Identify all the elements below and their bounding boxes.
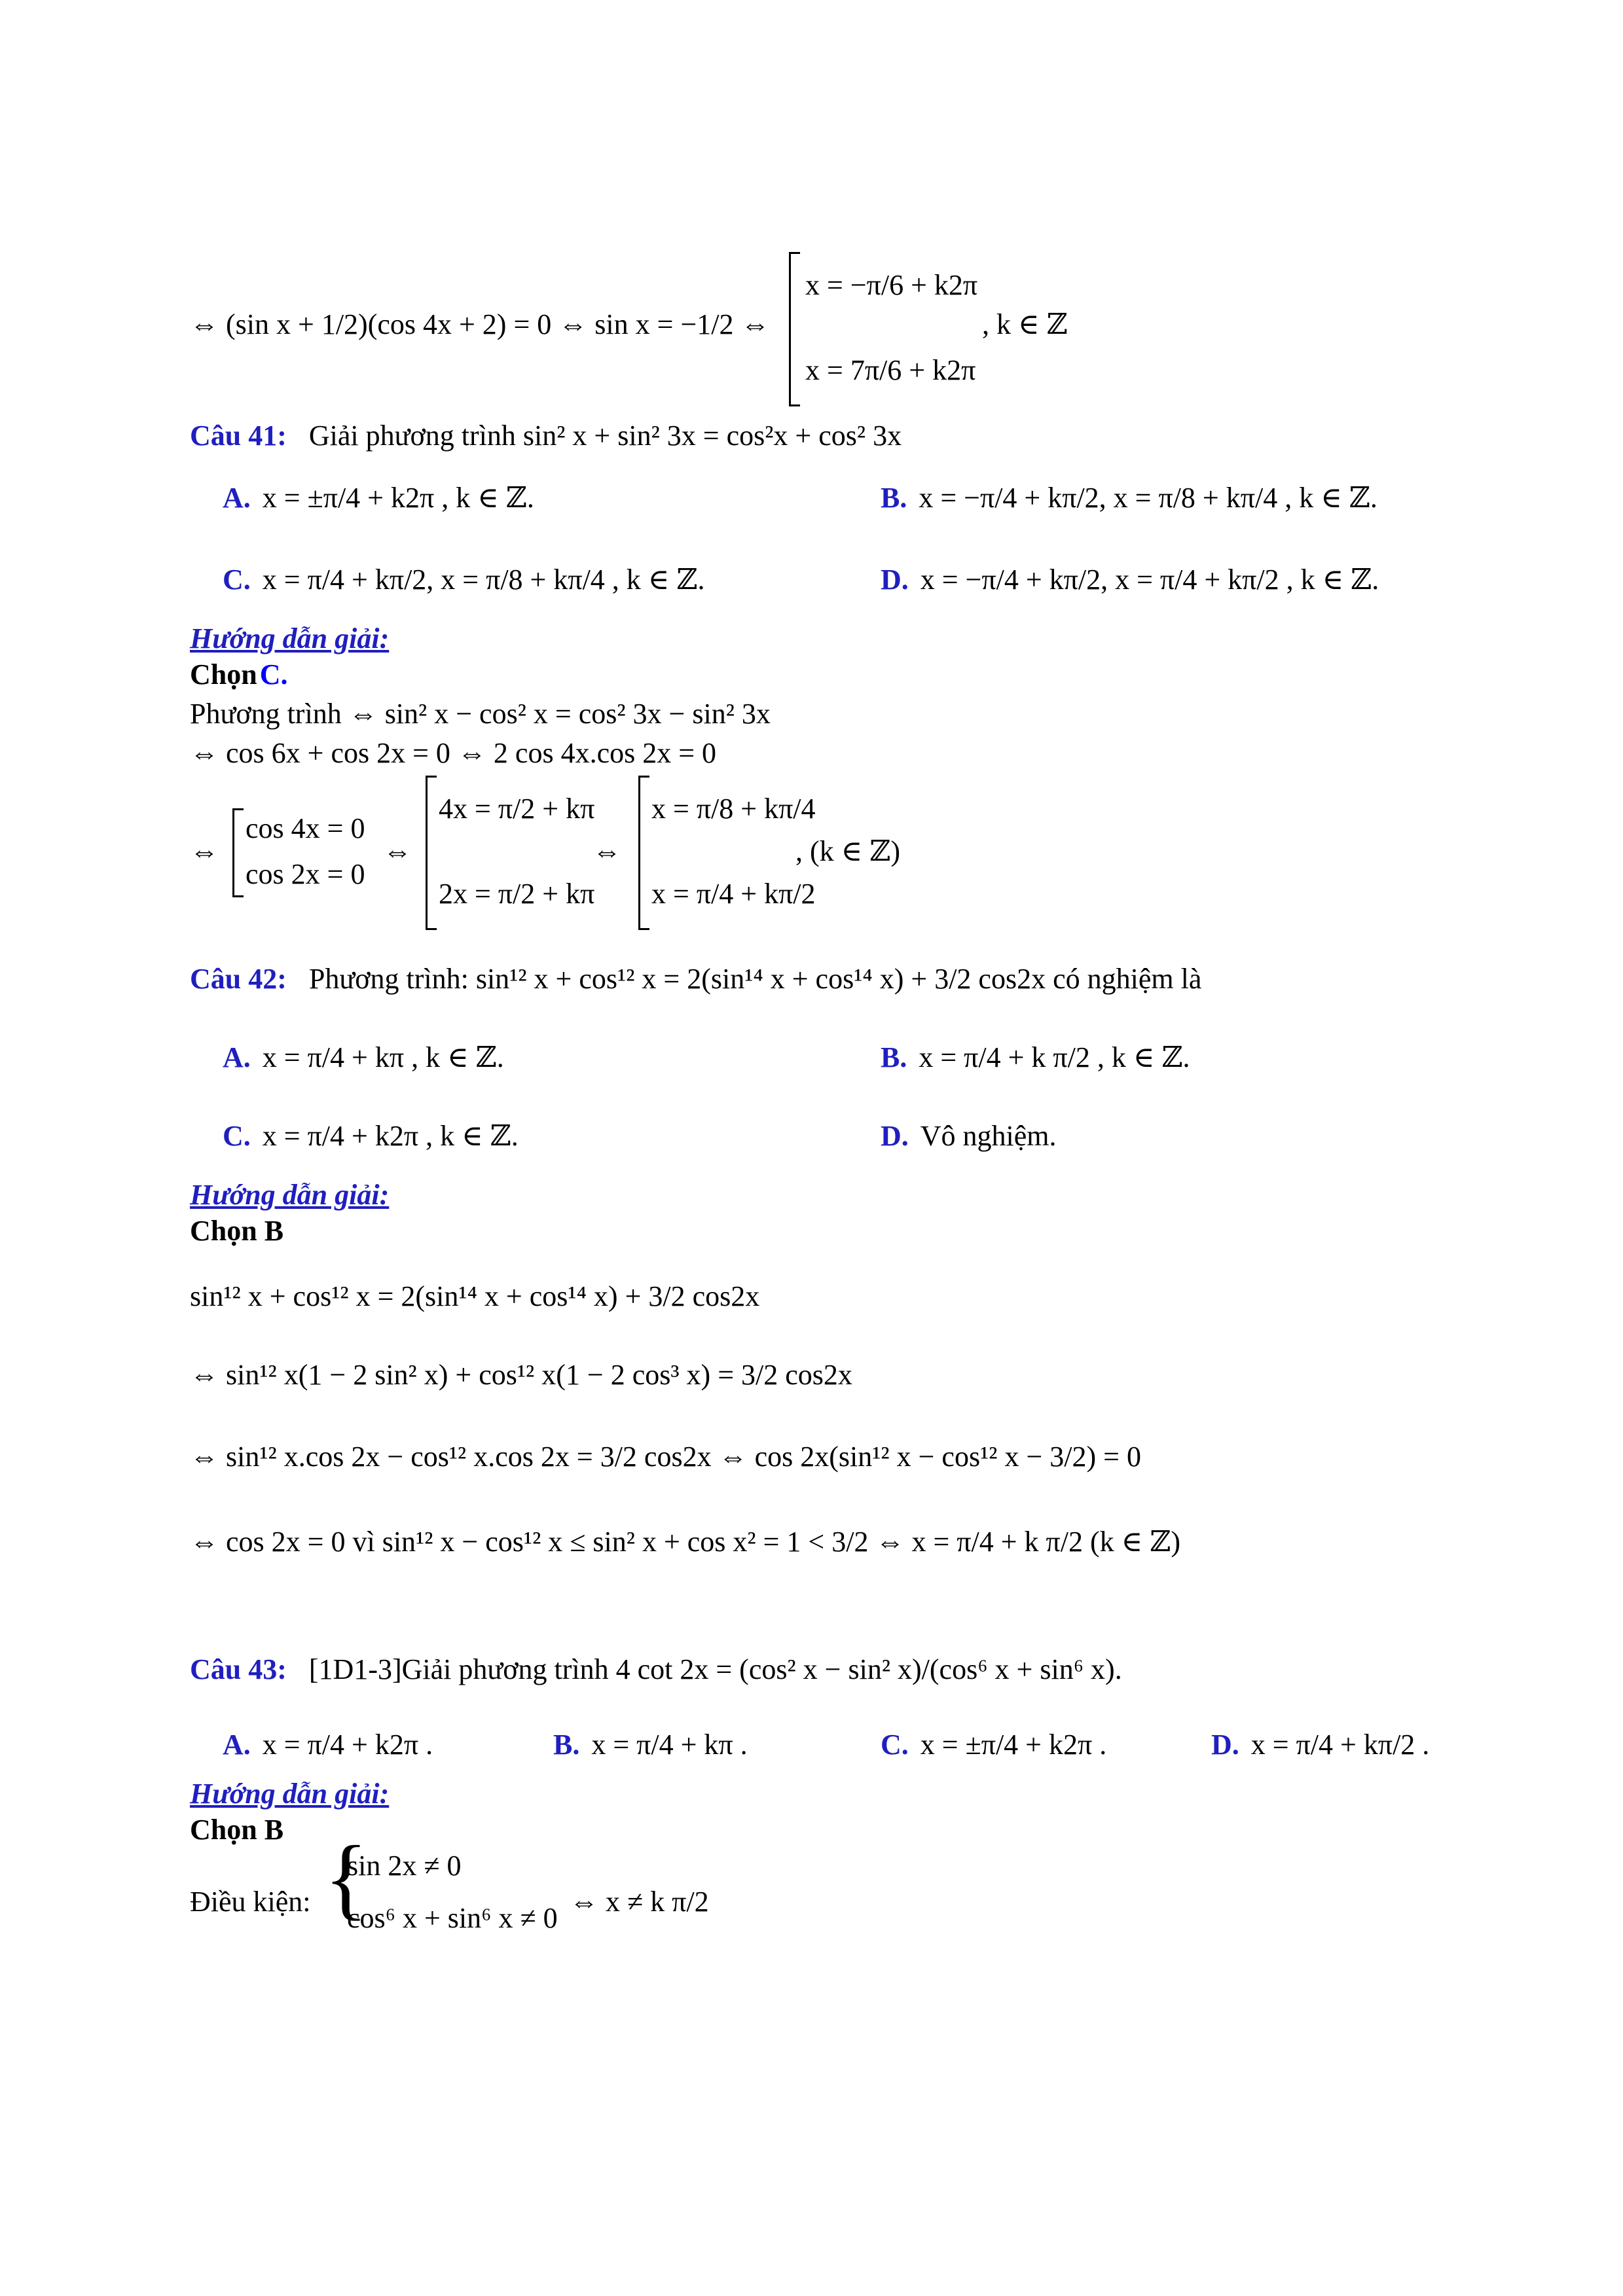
q43-option-c-label: C.: [881, 1729, 909, 1761]
q43-option-a-label: A.: [223, 1729, 251, 1761]
q41-sys-tail: , (k ∈ ℤ): [795, 835, 900, 867]
question-43: [190, 1653, 1122, 1686]
q41-option-d-value: x = −π/4 + kπ/2, x = π/4 + kπ/2 , k ∈ ℤ.: [920, 564, 1379, 596]
q43-condition-2: cos⁶ x + sin⁶ x ≠ 0: [347, 1902, 558, 1934]
q42-option-b-value: x = π/4 + k π/2 , k ∈ ℤ.: [919, 1041, 1190, 1073]
q43-option-b-value: x = π/4 + kπ .: [591, 1729, 748, 1761]
q43-option-d-value: x = π/4 + kπ/2 .: [1250, 1729, 1430, 1761]
q42-option-a-value: x = π/4 + kπ , k ∈ ℤ.: [262, 1041, 504, 1073]
top-equation-bracket: [789, 252, 800, 406]
q42-choose: Chọn B: [190, 1215, 284, 1247]
q41-sys-2-b: 2x = π/2 + kπ: [439, 878, 595, 910]
q41-option-b[interactable]: [881, 481, 1377, 514]
q41-solution-line-2: ⇔ cos 6x + cos 2x = 0 ⇔ 2 cos 4x.cos 2x = 0: [190, 737, 717, 769]
top-equation-case-1: x = −π/6 + k2π: [805, 269, 978, 301]
top-equation-tail: , k ∈ ℤ: [982, 308, 1068, 340]
question-41-text: Giải phương trình sin² x + sin² 3x = cos²x + cos² 3x: [308, 420, 902, 452]
question-42-label: Câu 42:: [190, 963, 287, 995]
question-41: [190, 419, 902, 452]
q42-option-b-label: B.: [881, 1041, 907, 1073]
q41-guide-heading: Hướng dẫn giải:: [190, 622, 390, 655]
q42-option-a-label: A.: [223, 1041, 251, 1073]
q41-option-c-value: x = π/4 + kπ/2, x = π/8 + kπ/4 , k ∈ ℤ.: [262, 564, 705, 596]
q42-solution-line-4: ⇔ cos 2x = 0 vì sin¹² x − cos¹² x ≤ sin² x + cos x² = 1 < 3/2 ⇔ x = π/4 + k π/2 (k ∈ ℤ): [190, 1526, 1180, 1558]
q41-option-d[interactable]: [881, 563, 1379, 596]
q42-option-d-value: Vô nghiệm.: [920, 1120, 1057, 1152]
q41-solution-line-1: Phương trình ⇔ sin² x − cos² x = cos² 3x − sin² 3x: [190, 698, 771, 730]
question-42-text: Phương trình: sin¹² x + cos¹² x = 2(sin¹⁴ x + cos¹⁴ x) + 3/2 cos2x có nghiệm là: [308, 963, 1202, 995]
q41-bracket-2: [426, 776, 437, 930]
q42-option-c-label: C.: [223, 1120, 251, 1152]
q41-bracket-1: [232, 808, 244, 897]
q43-condition-1: sin 2x ≠ 0: [347, 1850, 462, 1882]
q41-option-d-label: D.: [881, 564, 909, 596]
q43-option-a[interactable]: [223, 1728, 433, 1761]
q42-option-b[interactable]: [881, 1041, 1190, 1074]
q41-sys-1-a: cos 4x = 0: [246, 812, 365, 844]
q41-option-a-label: A.: [223, 482, 251, 514]
q41-sys-2-a: 4x = π/2 + kπ: [439, 793, 595, 825]
q43-condition-result: ⇔ x ≠ k π/2: [570, 1886, 709, 1918]
q41-option-b-label: B.: [881, 482, 907, 514]
q43-option-b-label: B.: [553, 1729, 580, 1761]
q42-guide-heading: Hướng dẫn giải:: [190, 1179, 390, 1211]
top-equation-main: ⇔ (sin x + 1/2)(cos 4x + 2) = 0 ⇔ sin x = −1/2 ⇔: [190, 308, 770, 340]
q41-choose-prefix: Chọn: [190, 658, 257, 691]
q43-choose: Chọn B: [190, 1814, 284, 1846]
q43-option-b[interactable]: [553, 1728, 748, 1761]
q43-guide-heading: Hướng dẫn giải:: [190, 1778, 390, 1810]
q43-option-a-value: x = π/4 + k2π .: [262, 1729, 433, 1761]
q41-option-a-value: x = ±π/4 + k2π , k ∈ ℤ.: [262, 482, 534, 514]
question-43-label: Câu 43:: [190, 1653, 287, 1685]
q43-condition-brace: {: [324, 1827, 369, 1929]
q43-option-c-value: x = ±π/4 + k2π .: [920, 1729, 1107, 1761]
q43-option-c[interactable]: [881, 1728, 1106, 1761]
q41-bracket-3: [638, 776, 649, 930]
q41-choose-value: C.: [259, 658, 288, 691]
q42-solution-line-3: ⇔ sin¹² x.cos 2x − cos¹² x.cos 2x = 3/2 cos2x ⇔ cos 2x(sin¹² x − cos¹² x − 3/2) = 0: [190, 1441, 1141, 1473]
q41-equiv-1: ⇔: [190, 835, 219, 867]
q41-sys-3-a: x = π/8 + kπ/4: [651, 793, 816, 825]
q43-option-d-label: D.: [1211, 1729, 1239, 1761]
q41-option-c[interactable]: [223, 563, 705, 596]
q43-condition-label: Điều kiện:: [190, 1886, 311, 1918]
q43-option-d[interactable]: [1211, 1728, 1429, 1761]
q41-equiv-2: ⇔: [383, 835, 412, 867]
q41-option-a[interactable]: [223, 481, 534, 514]
q42-option-d-label: D.: [881, 1120, 909, 1152]
q42-solution-line-2: ⇔ sin¹² x(1 − 2 sin² x) + cos¹² x(1 − 2 cos³ x) = 3/2 cos2x: [190, 1359, 852, 1391]
q41-sys-3-b: x = π/4 + kπ/2: [651, 878, 816, 910]
q42-option-c[interactable]: [223, 1119, 519, 1153]
q42-solution-line-1: sin¹² x + cos¹² x = 2(sin¹⁴ x + cos¹⁴ x) + 3/2 cos2x: [190, 1280, 760, 1312]
q42-option-d[interactable]: [881, 1119, 1057, 1153]
q42-option-c-value: x = π/4 + k2π , k ∈ ℤ.: [262, 1120, 519, 1152]
q41-option-c-label: C.: [223, 564, 251, 596]
q41-choose: [190, 658, 288, 691]
top-equation-case-2: x = 7π/6 + k2π: [805, 354, 976, 386]
q41-sys-1-b: cos 2x = 0: [246, 858, 365, 890]
q42-option-a[interactable]: [223, 1041, 504, 1074]
q41-equiv-3: ⇔: [593, 835, 621, 867]
question-42: [190, 962, 1201, 996]
q41-option-b-value: x = −π/4 + kπ/2, x = π/8 + kπ/4 , k ∈ ℤ.: [919, 482, 1377, 514]
question-41-label: Câu 41:: [190, 420, 287, 452]
question-43-text: [1D1-3]Giải phương trình 4 cot 2x = (cos² x − sin² x)/(cos⁶ x + sin⁶ x).: [308, 1653, 1122, 1685]
